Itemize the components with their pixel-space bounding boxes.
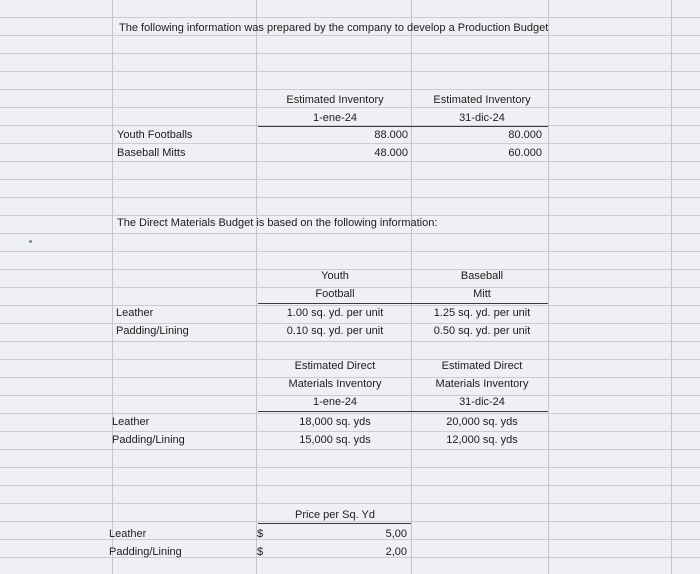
dm-inv-row-begin: 15,000 sq. yds (299, 434, 371, 446)
intro-text: The following information was prepared by the company to develop a Production Budget (119, 22, 549, 34)
inv-row-begin: 88.000 (374, 129, 408, 141)
usage-row-football: 1.00 sq. yd. per unit (286, 307, 384, 319)
usage-header-underline (258, 303, 548, 304)
usage-row-mitt: 0.50 sq. yd. per unit (433, 325, 531, 337)
usage-mitt-header-line1: Baseball (460, 270, 504, 282)
usage-row-label: Leather (116, 307, 154, 319)
dm-inv-row-end: 12,000 sq. yds (446, 434, 518, 446)
dm-inv-begin-header-line3: 1-ene-24 (312, 396, 358, 408)
column-gridline (671, 0, 672, 574)
usage-football-header-line1: Youth (321, 270, 349, 282)
inv-row-begin: 48.000 (374, 147, 408, 159)
price-row-value: 5,00 (385, 528, 407, 540)
price-row-value: 2,00 (385, 546, 407, 558)
dm-inv-row-begin: 18,000 sq. yds (299, 416, 371, 428)
stray-mark (29, 240, 32, 243)
usage-football-header-line2: Football (315, 288, 355, 300)
inv-row-label: Baseball Mitts (117, 147, 186, 159)
dm-inv-row-label: Padding/Lining (112, 434, 185, 446)
price-row-label: Leather (109, 528, 147, 540)
inv-begin-header-line2: 1-ene-24 (312, 112, 358, 124)
usage-row-football: 0.10 sq. yd. per unit (286, 325, 384, 337)
inv-row-end: 60.000 (508, 147, 542, 159)
dm-intro-text: The Direct Materials Budget is based on the following information: (117, 217, 438, 229)
usage-mitt-header-line2: Mitt (473, 288, 491, 300)
price-header: Price per Sq. Yd (295, 509, 375, 521)
usage-row-mitt: 1.25 sq. yd. per unit (433, 307, 531, 319)
dm-inv-end-header-line1: Estimated Direct (441, 360, 523, 372)
inv-row-label: Youth Footballs (117, 129, 193, 141)
inv-row-end: 80.000 (508, 129, 542, 141)
inv-end-header-line1: Estimated Inventory (433, 94, 531, 106)
dm-inv-end-header-line3: 31-dic-24 (459, 396, 505, 408)
price-header-underline (258, 523, 411, 524)
dm-inv-begin-header-line1: Estimated Direct (294, 360, 376, 372)
column-gridline (112, 0, 113, 574)
dm-inv-row-label: Leather (112, 416, 150, 428)
dm-inv-row-end: 20,000 sq. yds (446, 416, 518, 428)
price-row-currency: $ (257, 528, 264, 540)
inv-end-header-line2: 31-dic-24 (459, 112, 505, 124)
price-row-currency: $ (257, 546, 264, 558)
price-row-label: Padding/Lining (109, 546, 182, 558)
inv-begin-header-line1: Estimated Inventory (286, 94, 384, 106)
dm-inv-end-header-line2: Materials Inventory (435, 378, 529, 390)
usage-row-label: Padding/Lining (116, 325, 189, 337)
dm-inv-header-underline (258, 411, 548, 412)
dm-inv-begin-header-line2: Materials Inventory (288, 378, 382, 390)
column-gridline (256, 0, 257, 574)
